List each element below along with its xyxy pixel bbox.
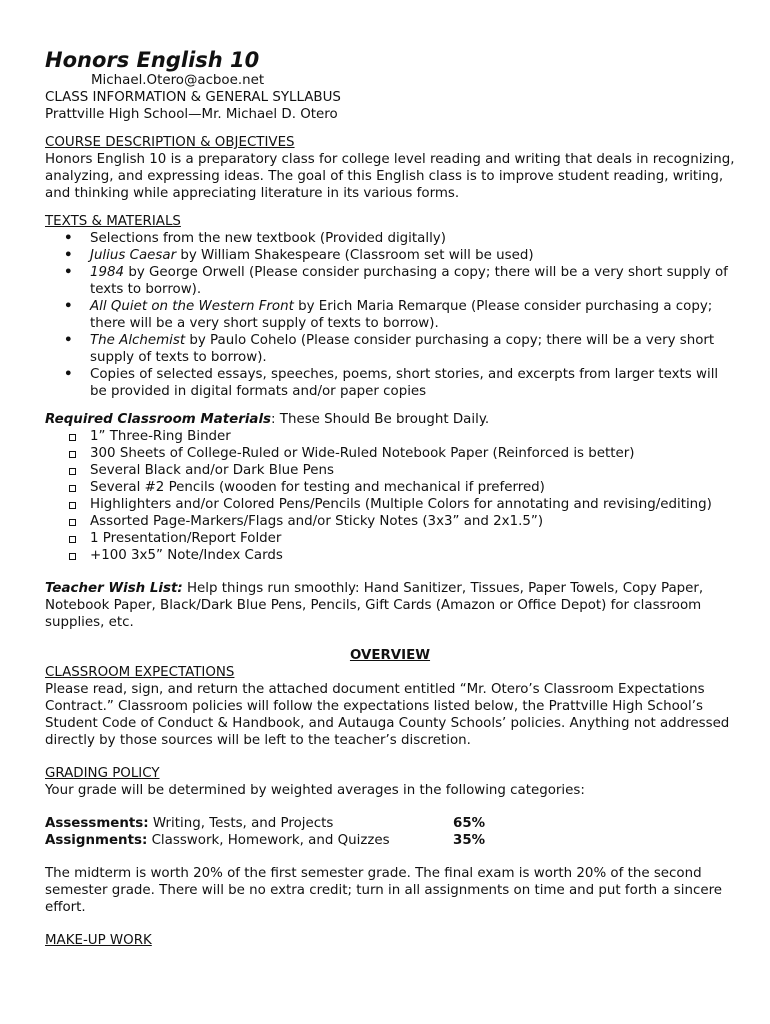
syllabus-subtitle: CLASS INFORMATION & GENERAL SYLLABUS xyxy=(45,90,341,105)
list-item: +100 3x5” Note/Index Cards xyxy=(45,547,735,564)
list-item: Several #2 Pencils (wooden for testing and mechanical if preferred) xyxy=(45,479,735,496)
list-item: 1” Three-Ring Binder xyxy=(45,428,735,445)
materials-list xyxy=(45,428,735,564)
table-row: Assessments: Writing, Tests, and Projects 65% xyxy=(45,816,486,831)
list-item: • 1984 by George Orwell (Please consider purchasing a copy; there will be a very short supply of texts to borrow). xyxy=(45,264,735,298)
grading-note: The midterm is worth 20% of the first semester grade. The final exam is worth 20% of the second semester grade. There will be no extra credit; turn in all assignments on time and put forth a sincere effort. xyxy=(45,866,723,915)
overview-heading: OVERVIEW xyxy=(349,648,431,663)
list-item: Assorted Page-Markers/Flags and/or Sticky Notes (3x3” and 2x1.5”) xyxy=(45,513,735,530)
course-text: Honors English 10 is a preparatory class for college level reading and writing that deals in recognizing, analyzing, and expressing ideas. The goal of this English class is to improve student reading, writing, and thinking while appreciating literature in its various forms. xyxy=(45,152,735,201)
expectations-text: Please read, sign, and return the attached document entitled “Mr. Otero’s Classroom Expectations Contract.” Classroom policies will follow the expectations listed below, the Prattville High School’s Student Code of Conduct & Handbook, and Autauga County Schools’ policies. Anything not addressed directly by those sources will be left to the teacher’s discretion. xyxy=(45,682,730,748)
list-item: • Copies of selected essays, speeches, poems, short stories, and excerpts from larger texts will be provided in digital formats and/or paper copies xyxy=(45,366,735,400)
list-item: • Selections from the new textbook (Provided digitally) xyxy=(45,230,735,247)
weight-value: 65% xyxy=(453,816,486,831)
grading-heading: GRADING POLICY xyxy=(45,766,160,781)
expectations-heading: CLASSROOM EXPECTATIONS xyxy=(45,665,235,680)
makeup-heading: MAKE-UP WORK xyxy=(45,933,152,948)
list-item: Several Black and/or Dark Blue Pens xyxy=(45,462,735,479)
list-item: 300 Sheets of College-Ruled or Wide-Ruled Notebook Paper (Reinforced is better) xyxy=(45,445,735,462)
weight-value: 35% xyxy=(453,833,486,848)
grading-table xyxy=(45,815,735,849)
list-item: • The Alchemist by Paulo Cohelo (Please consider purchasing a copy; there will be a very short supply of texts to borrow). xyxy=(45,332,735,366)
grading-intro: Your grade will be determined by weighted averages in the following categories: xyxy=(45,783,585,798)
list-item: • Julius Caesar by William Shakespeare (Classroom set will be used) xyxy=(45,247,735,264)
list-item: • All Quiet on the Western Front by Erich Maria Remarque (Please consider purchasing a copy; there will be a very short supply of texts to borrow). xyxy=(45,298,735,332)
syllabus-page xyxy=(45,48,735,949)
list-item: 1 Presentation/Report Folder xyxy=(45,530,735,547)
list-item: Highlighters and/or Colored Pens/Pencils (Multiple Colors for annotating and revising/editing) xyxy=(45,496,735,513)
texts-heading: TEXTS & MATERIALS xyxy=(45,214,181,229)
teacher-email[interactable]: Michael.Otero@acboe.net xyxy=(91,73,265,88)
materials-intro: Required Classroom Materials: These Should Be brought Daily. xyxy=(45,412,490,427)
school-line: Prattville High School—Mr. Michael D. Otero xyxy=(45,107,338,122)
wishlist-paragraph: Teacher Wish List: Help things run smoothly: Hand Sanitizer, Tissues, Paper Towels, Copy Paper, Notebook Paper, Black/Dark Blue Pens, Pencils, Gift Cards (Amazon or Office Depot) for classroom supplies, etc. xyxy=(45,581,704,630)
course-heading: COURSE DESCRIPTION & OBJECTIVES xyxy=(45,135,295,150)
table-row: Assignments: Classwork, Homework, and Quizzes 35% xyxy=(45,833,486,848)
page-title: Honors English 10 xyxy=(45,48,260,72)
texts-list xyxy=(45,230,735,400)
